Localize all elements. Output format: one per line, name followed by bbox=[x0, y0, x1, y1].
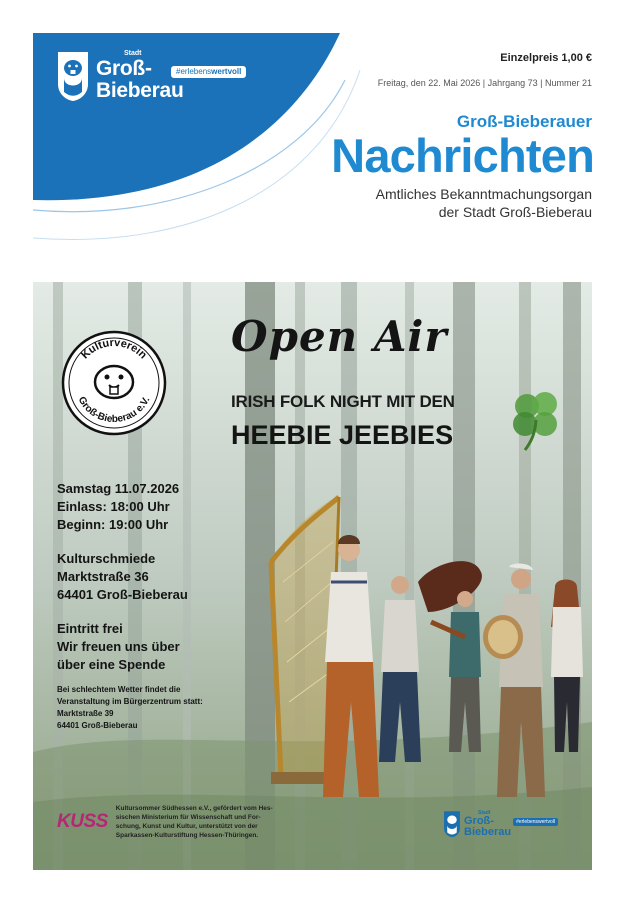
event-start: Beginn: 19:00 Uhr bbox=[57, 517, 169, 532]
weather-line2: Veranstaltung im Bürgerzentrum statt: bbox=[57, 697, 203, 706]
venue-name: Kulturschmiede bbox=[57, 551, 156, 566]
logo-name-line2: Bieberau bbox=[96, 79, 184, 102]
poster-subtitle-line1: IRISH FOLK NIGHT MIT DEN bbox=[231, 392, 455, 411]
event-poster bbox=[33, 282, 592, 870]
weather-line4: 64401 Groß-Bieberau bbox=[57, 721, 138, 730]
event-admission: Einlass: 18:00 Uhr bbox=[57, 499, 170, 514]
poster-city-logo bbox=[443, 810, 558, 838]
paper-subtitle: Groß-Bieberauer bbox=[456, 112, 592, 131]
tagline-line1: Amtliches Bekanntmachungsorgan bbox=[375, 186, 592, 202]
hashtag-prefix: #erlebens bbox=[176, 67, 212, 76]
poster-logo-hashtag: #erlebenswertvoll bbox=[513, 818, 558, 826]
sponsor-line2: sischen Ministerium für Wissenschaft und For- bbox=[115, 814, 261, 821]
poster-logo-line1: Groß- bbox=[464, 814, 494, 827]
event-date: Samstag 11.07.2026 bbox=[57, 481, 180, 496]
kuss-logo: KUSS bbox=[57, 811, 108, 832]
club-logo-bottom-text: Groß-Bieberau e.V. bbox=[75, 394, 153, 426]
sponsor-line1: Kultursommer Südhessen e.V., gefördert vom Hes- bbox=[115, 805, 273, 812]
paper-title: Nachrichten bbox=[331, 129, 594, 182]
logo-stadt-label: Stadt bbox=[124, 50, 142, 57]
poster-band-name: HEEBIE JEEBIES bbox=[231, 420, 454, 450]
paper-tagline bbox=[376, 186, 592, 221]
beaver-crest-icon bbox=[443, 810, 461, 838]
hashtag-badge bbox=[171, 66, 246, 78]
hashtag-bold: wertvoll bbox=[211, 67, 242, 76]
sponsor-line4: Sparkassen-Kulturstiftung Hessen-Thüringen. bbox=[115, 832, 259, 839]
poster-logo-line2: Bieberau bbox=[464, 825, 512, 838]
club-logo-top-text: Kulturverein bbox=[79, 336, 149, 362]
issue-info: Freitag, den 22. Mai 2026 | Jahrgang 73 | Nummer 21 bbox=[377, 78, 592, 88]
beaver-crest-icon bbox=[56, 50, 90, 102]
venue-street: Marktstraße 36 bbox=[57, 569, 149, 584]
venue-city: 64401 Groß-Bieberau bbox=[57, 587, 188, 602]
single-price: Einzelpreis 1,00 € bbox=[500, 52, 592, 64]
weather-line3: Marktstraße 39 bbox=[57, 709, 114, 718]
clover-icon bbox=[505, 386, 565, 452]
sponsor-text bbox=[116, 804, 273, 840]
city-logo bbox=[56, 50, 183, 102]
event-details bbox=[57, 480, 203, 732]
poster-title: Open Air bbox=[231, 312, 448, 361]
donation-line1: Wir freuen uns über bbox=[57, 639, 180, 654]
tagline-line2: der Stadt Groß-Bieberau bbox=[438, 203, 592, 220]
kulturverein-logo bbox=[61, 330, 167, 436]
logo-name-line1: Groß- bbox=[96, 57, 152, 80]
sponsor-line3: schung, Kunst und Kultur, unterstützt von der bbox=[115, 823, 258, 830]
sponsor-block bbox=[57, 804, 273, 840]
entry-free: Eintritt frei bbox=[57, 621, 123, 636]
weather-line1: Bei schlechtem Wetter findet die bbox=[57, 685, 181, 694]
donation-line2: über eine Spende bbox=[57, 657, 166, 672]
poster-logo-stadt: Stadt bbox=[478, 809, 491, 816]
